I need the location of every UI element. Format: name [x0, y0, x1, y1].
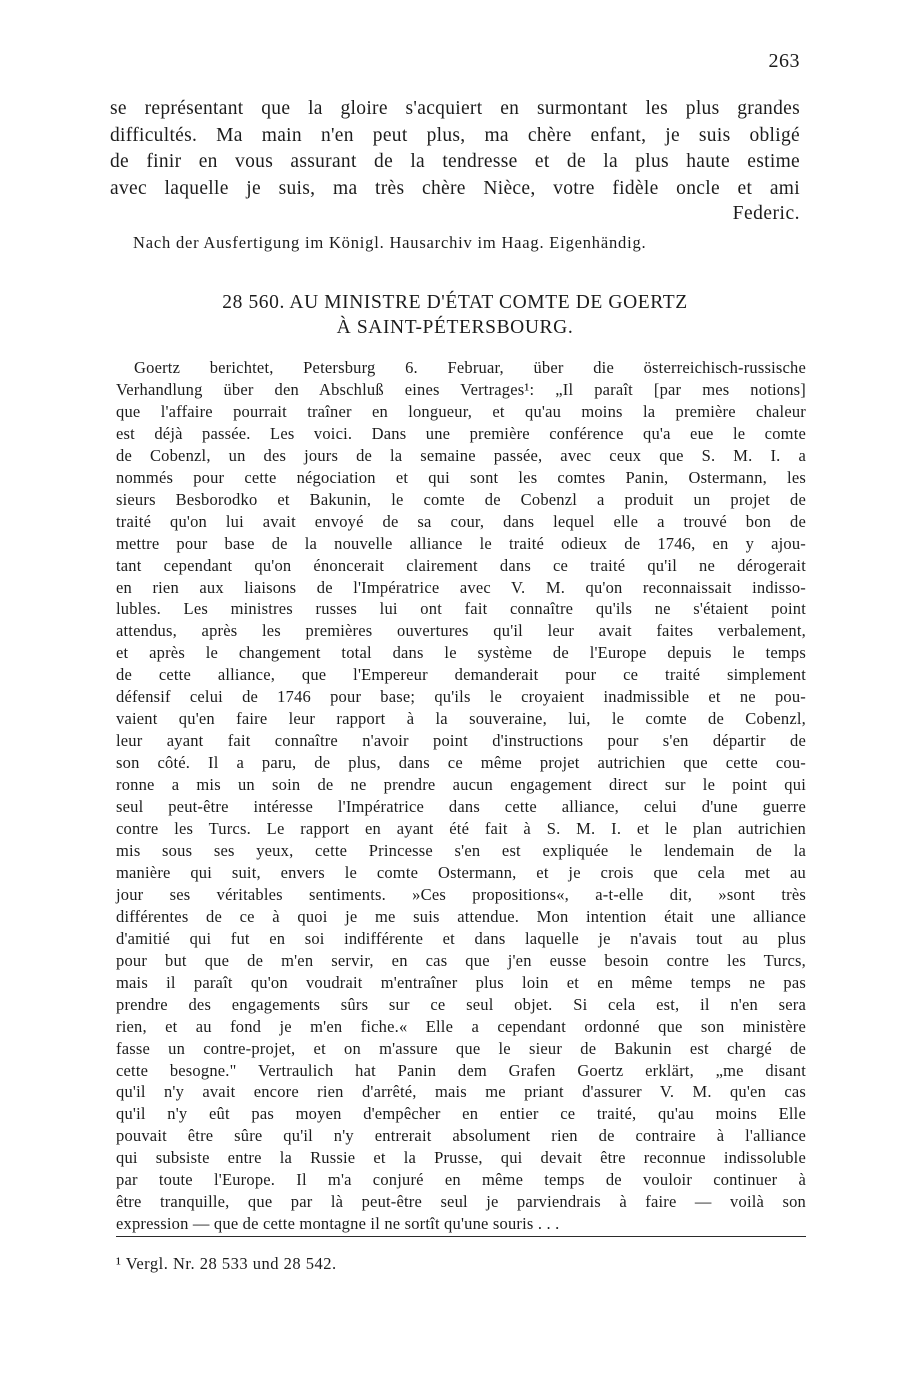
letter-closing-paragraph — [110, 96, 800, 202]
body-line: est déjà passée. Les voici. Dans une première conférence qu'a eue le comte — [116, 423, 806, 443]
body-line: Goertz berichtet, Petersburg 6. Februar, über die österreichisch-russische — [134, 358, 806, 377]
text-line: difficultés. Ma main n'en peut plus, ma chère enfant, je suis obligé — [110, 124, 800, 146]
body-line: attendus, après les premières ouvertures qu'il leur avait faites verbalement, — [116, 621, 806, 641]
body-line: qu'il n'y eût pas moyen d'empêcher en entier ce traité, qu'au moins Elle — [116, 1104, 806, 1124]
body-line: en rien aux liaisons de l'Impératrice avec V. M. qu'on reconnaissait indisso- — [116, 577, 806, 597]
body-line: ronne a mis un soin de ne prendre aucun engagement direct sur le point qui — [116, 775, 806, 795]
body-line: mis sous ses yeux, cette Princesse s'en est expliquée le lendemain de la — [116, 840, 806, 860]
body-line: être tranquille, que par là peut-être seul je parviendrais à faire — voilà son — [116, 1192, 806, 1212]
body-line: mais il paraît qu'on voudrait m'entraîner plus loin et en même temps ne pas — [116, 972, 806, 992]
body-line: pouvait être sûre qu'il n'y entrerait absolument rien de contraire à l'alliance — [116, 1126, 806, 1146]
page-number: 263 — [768, 50, 800, 72]
body-line: et après le changement total dans le système de l'Europe depuis le temps — [116, 643, 806, 663]
body-line: Verhandlung über den Abschluß eines Vertrages¹: „Il paraît [par mes notions] — [116, 379, 806, 399]
body-line: son côté. Il a paru, de plus, dans ce même projet autrichien que cette cou- — [116, 753, 806, 773]
body-line: leur ayant fait connaître n'avoir point d'instructions pour s'en départir de — [116, 731, 806, 751]
body-line: jour ses véritables sentiments. »Ces propositions«, a-t-elle dit, »sont très — [116, 884, 806, 904]
body-line: tant cependant qu'on énoncerait clairement dans ce traité qu'il ne dérogerait — [116, 555, 806, 575]
heading-line-2: À SAINT-PÉTERSBOURG. — [336, 317, 574, 338]
body-line: vaient qu'en faire leur rapport à la souveraine, lui, le comte de Cobenzl, — [116, 709, 806, 729]
body-line: pour but que de m'en servir, en cas que j'en eusse besoin contre les Turcs, — [116, 950, 806, 970]
body-line: rien, et au fond je m'en fiche.« Elle a cependant ordonné que son ministère — [116, 1016, 806, 1036]
text-line: avec laquelle je suis, ma très chère Nièce, votre fidèle oncle et ami — [110, 177, 800, 199]
signature: Federic. — [732, 203, 800, 224]
body-line: prendre des engagements sûrs sur ce seul objet. Si cela est, il n'en sera — [116, 994, 806, 1014]
text-line: se représentant que la gloire s'acquiert en surmontant les plus grandes — [110, 98, 800, 119]
body-line: seul peut-être intéresse l'Impératrice dans cette alliance, celui d'une guerre — [116, 797, 806, 817]
body-line: défensif celui de 1746 pour base; qu'ils le croyaient inadmissible et ne pou- — [116, 687, 806, 707]
body-line: qui subsiste entre la Russie et la Prusse, qui devait être reconnue indissoluble — [116, 1148, 806, 1168]
body-line: de cette alliance, que l'Empereur demanderait pour ce traité simplement — [116, 665, 806, 685]
body-line: manière qui suit, envers le comte Ostermann, et je crois que cela met au — [116, 862, 806, 882]
document-body — [116, 357, 806, 1235]
body-line: qu'il n'y avait encore rien d'arrêté, mais me priant d'assurer V. M. qu'en cas — [116, 1082, 806, 1102]
document-heading — [110, 290, 800, 340]
body-line: de Cobenzl, un des jours de la semaine passée, avec ceux que S. M. I. a — [116, 445, 806, 465]
footnote-divider — [116, 1236, 806, 1237]
source-note: Nach der Ausfertigung im Königl. Hausarchiv im Haag. Eigenhändig. — [133, 233, 647, 252]
body-line: différentes de ce à quoi je me suis attendue. Mon intention était une alliance — [116, 906, 806, 926]
body-line: par toute l'Europe. Il m'a conjuré en même temps de vouloir continuer à — [116, 1170, 806, 1190]
heading-line-1: 28 560. AU MINISTRE D'ÉTAT COMTE DE GOERTZ — [222, 292, 688, 313]
footnote: ¹ Vergl. Nr. 28 533 und 28 542. — [116, 1254, 337, 1273]
body-line: cette besogne." Vertraulich hat Panin dem Grafen Goertz erklärt, „me disant — [116, 1060, 806, 1080]
body-line: nommés pour cette négociation et qui sont les comtes Panin, Ostermann, les — [116, 467, 806, 487]
body-line: sieurs Besborodko et Bakunin, le comte de Cobenzl a produit un projet de — [116, 489, 806, 509]
body-line: que l'affaire pourrait traîner en longueur, et qu'au moins la première chaleur — [116, 401, 806, 421]
text-line: de finir en vous assurant de la tendresse et de la plus haute estime — [110, 151, 800, 172]
body-line: d'amitié qui fut en soi indifférente et dans laquelle je n'avais tout au plus — [116, 928, 806, 948]
body-line: expression — que de cette montagne il ne sortît qu'une souris . . . — [116, 1214, 560, 1234]
body-line: fasse un contre-projet, et on m'assure que le sieur de Bakunin est chargé de — [116, 1038, 806, 1058]
body-line: traité qu'on lui avait envoyé de sa cour, dans lequel elle a trouvé bon de — [116, 511, 806, 531]
body-line: contre les Turcs. Le rapport en ayant été fait à S. M. I. et le plan autrichien — [116, 819, 806, 839]
body-line: lubles. Les ministres russes lui ont fait connaître qu'ils ne s'étaient point — [116, 599, 806, 619]
body-line: mettre pour base de la nouvelle alliance le traité odieux de 1746, en y ajou- — [116, 533, 806, 553]
